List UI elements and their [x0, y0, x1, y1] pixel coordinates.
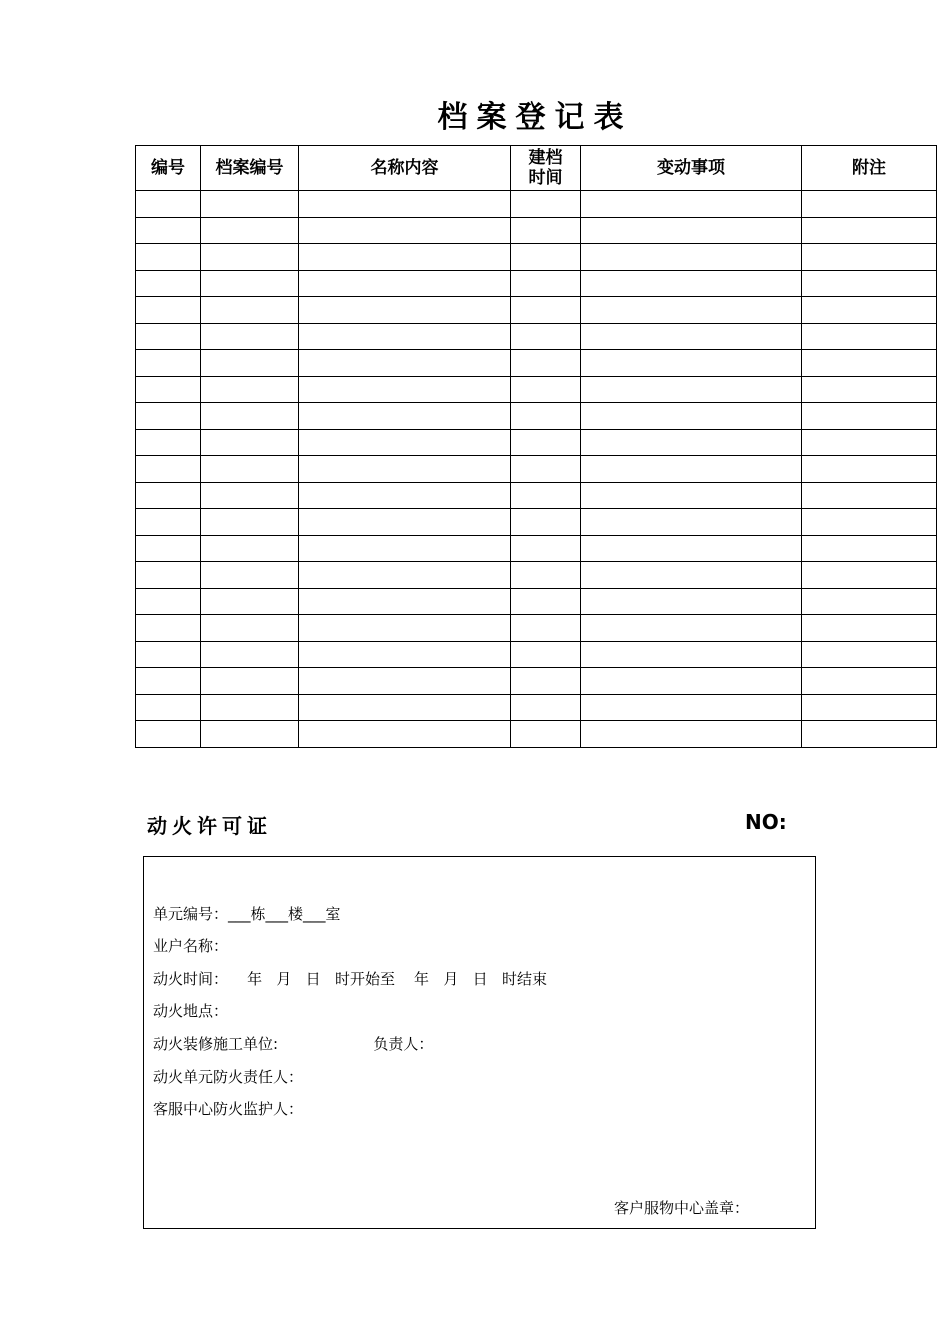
table-cell — [581, 615, 802, 642]
table-cell — [511, 429, 581, 456]
table-cell — [511, 615, 581, 642]
table-cell — [201, 270, 299, 297]
table-cell — [802, 482, 937, 509]
table-row — [136, 694, 937, 721]
table-cell — [511, 191, 581, 218]
table-cell — [802, 191, 937, 218]
table-cell — [299, 509, 511, 536]
table-cell — [136, 562, 201, 589]
table-cell — [581, 297, 802, 324]
table-cell — [136, 482, 201, 509]
table-cell — [581, 535, 802, 562]
table-cell — [802, 297, 937, 324]
table-cell — [136, 429, 201, 456]
table-cell — [201, 244, 299, 271]
register-header-row — [136, 146, 937, 191]
table-cell — [201, 668, 299, 695]
table-cell — [201, 694, 299, 721]
table-cell — [802, 350, 937, 377]
table-cell — [136, 376, 201, 403]
header-created-time — [511, 146, 581, 191]
table-row — [136, 191, 937, 218]
table-cell — [299, 668, 511, 695]
owner-name-line: 业户名称： — [153, 937, 229, 955]
table-cell — [581, 482, 802, 509]
table-cell — [201, 456, 299, 483]
table-cell — [581, 562, 802, 589]
table-cell — [201, 535, 299, 562]
construction-unit-line: 动火装修施工单位: 负责人： — [153, 1035, 434, 1053]
table-cell — [802, 668, 937, 695]
table-cell — [201, 429, 299, 456]
table-cell — [299, 694, 511, 721]
header-changes: 变动事项 — [581, 146, 802, 191]
header-no: 编号 — [136, 146, 201, 191]
table-cell — [201, 403, 299, 430]
table-cell — [201, 588, 299, 615]
table-cell — [136, 244, 201, 271]
table-cell — [201, 323, 299, 350]
table-row — [136, 270, 937, 297]
table-cell — [581, 323, 802, 350]
register-table — [135, 145, 937, 748]
table-cell — [581, 350, 802, 377]
table-cell — [802, 244, 937, 271]
table-cell — [299, 429, 511, 456]
table-cell — [136, 535, 201, 562]
service-fire-guardian-line: 客服中心防火监护人： — [153, 1100, 304, 1118]
table-cell — [511, 721, 581, 748]
table-cell — [136, 641, 201, 668]
table-cell — [581, 509, 802, 536]
table-cell — [802, 376, 937, 403]
table-cell — [136, 721, 201, 748]
table-cell — [802, 270, 937, 297]
table-cell — [511, 641, 581, 668]
table-cell — [511, 403, 581, 430]
table-cell — [299, 350, 511, 377]
table-cell — [802, 509, 937, 536]
table-cell — [299, 323, 511, 350]
table-cell — [136, 588, 201, 615]
table-cell — [299, 588, 511, 615]
table-cell — [201, 217, 299, 244]
permit-no-label: NO: — [745, 810, 787, 834]
table-cell — [511, 244, 581, 271]
table-cell — [511, 217, 581, 244]
table-row — [136, 615, 937, 642]
table-cell — [802, 403, 937, 430]
table-cell — [299, 244, 511, 271]
table-cell — [299, 615, 511, 642]
table-cell — [201, 721, 299, 748]
table-cell — [299, 270, 511, 297]
table-cell — [511, 350, 581, 377]
table-cell — [136, 350, 201, 377]
permit-title: 动火许可证 — [147, 814, 272, 838]
table-cell — [299, 456, 511, 483]
unit-no-line: 单元编号：___栋___楼___室 — [153, 905, 341, 923]
table-cell — [136, 191, 201, 218]
table-cell — [511, 588, 581, 615]
table-row — [136, 641, 937, 668]
table-cell — [802, 641, 937, 668]
fire-time-line: 动火时间： 年 月 日 时开始至 年 月 日 时结束 — [153, 970, 547, 988]
table-cell — [581, 429, 802, 456]
table-cell — [201, 562, 299, 589]
table-cell — [511, 376, 581, 403]
table-row — [136, 217, 937, 244]
table-cell — [581, 641, 802, 668]
table-cell — [136, 270, 201, 297]
table-cell — [201, 641, 299, 668]
register-title: 档案登记表 — [437, 100, 633, 135]
table-row — [136, 376, 937, 403]
table-row — [136, 244, 937, 271]
table-cell — [299, 482, 511, 509]
table-cell — [136, 694, 201, 721]
table-row — [136, 456, 937, 483]
table-cell — [511, 323, 581, 350]
table-row — [136, 482, 937, 509]
table-row — [136, 297, 937, 324]
table-cell — [581, 270, 802, 297]
table-row — [136, 535, 937, 562]
table-cell — [136, 217, 201, 244]
table-row — [136, 562, 937, 589]
table-cell — [201, 376, 299, 403]
table-cell — [299, 403, 511, 430]
table-cell — [511, 456, 581, 483]
table-cell — [299, 376, 511, 403]
permit-box — [143, 856, 816, 1229]
header-remarks: 附注 — [802, 146, 937, 191]
table-cell — [581, 191, 802, 218]
table-cell — [581, 668, 802, 695]
table-cell — [581, 244, 802, 271]
table-cell — [511, 482, 581, 509]
table-cell — [511, 668, 581, 695]
table-cell — [802, 323, 937, 350]
table-row — [136, 350, 937, 377]
header-created-line1: 建档 — [528, 148, 563, 168]
table-cell — [511, 535, 581, 562]
table-cell — [201, 615, 299, 642]
table-cell — [802, 429, 937, 456]
table-cell — [299, 641, 511, 668]
table-row — [136, 588, 937, 615]
table-row — [136, 509, 937, 536]
table-cell — [136, 297, 201, 324]
table-row — [136, 323, 937, 350]
table-cell — [581, 721, 802, 748]
table-cell — [136, 615, 201, 642]
table-cell — [581, 456, 802, 483]
table-row — [136, 429, 937, 456]
table-cell — [802, 535, 937, 562]
table-cell — [802, 615, 937, 642]
table-cell — [201, 350, 299, 377]
table-cell — [136, 668, 201, 695]
header-name-content: 名称内容 — [299, 146, 511, 191]
table-cell — [201, 509, 299, 536]
header-created-line2: 时间 — [528, 168, 563, 188]
table-cell — [299, 562, 511, 589]
table-cell — [511, 562, 581, 589]
table-cell — [802, 694, 937, 721]
table-cell — [802, 456, 937, 483]
fire-location-line: 动火地点： — [153, 1002, 229, 1020]
table-cell — [299, 191, 511, 218]
table-cell — [201, 297, 299, 324]
table-cell — [201, 482, 299, 509]
header-archive-no: 档案编号 — [201, 146, 299, 191]
table-cell — [802, 588, 937, 615]
table-cell — [581, 694, 802, 721]
table-cell — [511, 297, 581, 324]
register-body — [136, 191, 937, 748]
table-cell — [136, 403, 201, 430]
table-cell — [136, 509, 201, 536]
table-cell — [581, 403, 802, 430]
table-cell — [581, 217, 802, 244]
table-cell — [136, 456, 201, 483]
table-cell — [802, 721, 937, 748]
table-cell — [299, 297, 511, 324]
table-row — [136, 721, 937, 748]
table-cell — [511, 509, 581, 536]
table-cell — [802, 217, 937, 244]
table-cell — [511, 270, 581, 297]
table-cell — [511, 694, 581, 721]
table-cell — [802, 562, 937, 589]
table-cell — [581, 588, 802, 615]
table-cell — [201, 191, 299, 218]
unit-fire-officer-line: 动火单元防火责任人： — [153, 1068, 304, 1086]
table-cell — [299, 721, 511, 748]
table-cell — [299, 535, 511, 562]
table-cell — [299, 217, 511, 244]
table-cell — [136, 323, 201, 350]
table-row — [136, 403, 937, 430]
table-cell — [581, 376, 802, 403]
seal-line: 客户服物中心盖章： — [614, 1199, 750, 1217]
table-row — [136, 668, 937, 695]
